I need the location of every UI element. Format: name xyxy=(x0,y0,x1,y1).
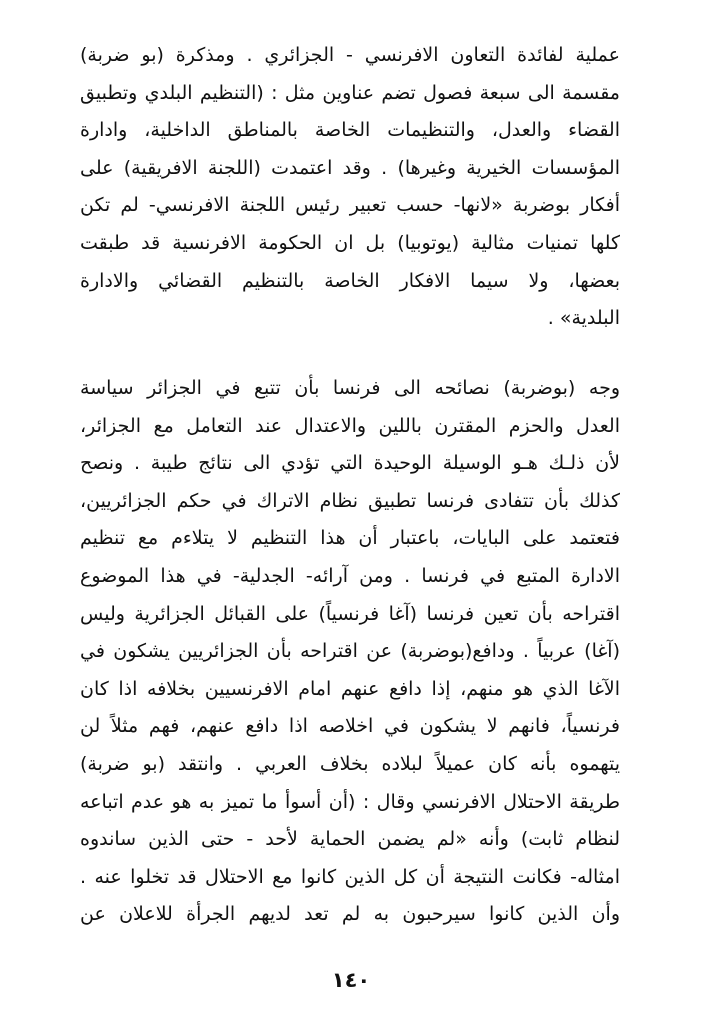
text-line: امثاله- فكانت النتيجة أن كل الذين كانوا مع الاحتلال قد تخلوا عنه . xyxy=(80,865,620,888)
text-line: لأن ذلـك هـو الوسيلة الوحيدة التي تؤدي الى نتائج طيبة . ونصح xyxy=(80,452,620,475)
text-line: أفكار بوضربة «لانها- حسب تعبير رئيس اللجنة الافرنسي- لم تكن xyxy=(80,194,620,217)
text-line: طريقة الاحتلال الافرنسي وقال : (أن أسوأ ما تميز به هو عدم اتباعه xyxy=(80,790,620,813)
text-line: عملية لفائدة التعاون الافرنسي - الجزائري . ومذكرة (بو ضربة) xyxy=(80,44,620,66)
text-line: يتهموه بأنه كان عميلاً لبلاده بخلاف العربي . وانتقد (بو ضربة) xyxy=(80,752,620,775)
text-line: كلها تمنيات مثالية (يوتوبيا) بل ان الحكومة الافرنسية قد طبقت xyxy=(80,231,620,254)
text-line: مقسمة الى سبعة فصول تضم عناوين مثل : (التنظيم البلدي وتطبيق xyxy=(80,81,620,104)
text-line: البلدية» . xyxy=(547,307,620,330)
text-line: العدل والحزم المقترن باللين والاعتدال عند التعامل مع الجزائر، xyxy=(80,414,620,437)
text-line: (آغا) عربياً . ودافع(بوضربة) عن اقتراحه بأن الجزائريين يشكون في xyxy=(80,640,620,663)
text-line: بعضها، ولا سيما الافكار الخاصة بالتنظيم القضائي والادارة xyxy=(80,269,620,292)
text-line: المؤسسات الخيرية وغيرها) . وقد اعتمدت (اللجنة الافريقية) على xyxy=(80,156,620,179)
text-line: وجه (بوضربة) نصائحه الى فرنسا بأن تتبع في الجزائر سياسة xyxy=(80,377,620,399)
text-line: الادارة المتبع في فرنسا . ومن آرائه- الجدلية- في هذا الموضوع xyxy=(80,564,620,587)
text-line: فرنسياً، فانهم لا يشكون في اخلاصه اذا دافع عنهم، فهم مثلاً لن xyxy=(80,715,620,738)
page-number: ١٤٠ xyxy=(331,968,371,992)
text-line: لنظام ثابت) وأنه «لم يضمن الحماية لأحد - حتى الذين ساندوه xyxy=(80,828,620,851)
paragraph-2 xyxy=(80,370,620,934)
text-line: فتعتمد على البايات، باعتبار أن هذا التنظيم لا يتلاءم مع تنظيم xyxy=(80,527,620,550)
text-line: الآغا الذي هو منهم، إذا دافع عنهم امام الافرنسيين بخلافه اذا كان xyxy=(80,677,620,700)
text-line: القضاء والعدل، والتنظيمات الخاصة بالمناطق الداخلية، وادارة xyxy=(80,119,620,142)
text-line: وأن الذين كانوا سيرحبون به لم تعد لديهم الجرأة للاعلان عن xyxy=(80,903,620,926)
text-line: كذلك بأن تتفادى فرنسا تطبيق نظام الاتراك في حكم الجزائريين، xyxy=(80,489,620,512)
paragraph-1 xyxy=(80,37,620,338)
text-line: اقتراحه بأن تعين فرنسا (آغا فرنسياً) على القبائل الجزائرية وليس xyxy=(80,602,620,625)
